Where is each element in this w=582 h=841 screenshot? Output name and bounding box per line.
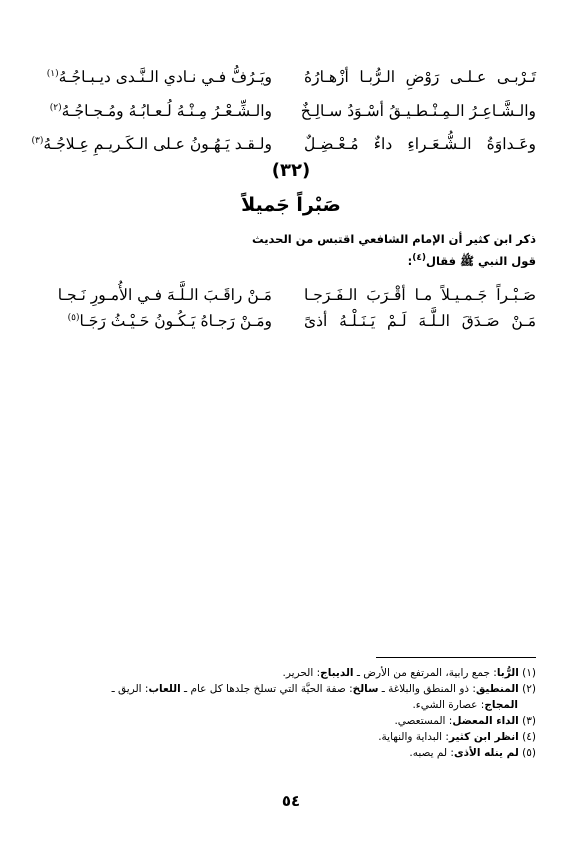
- intro-line: ذكر ابن كثير أن الإمام الشافعي اقتبس من الحديث: [252, 232, 536, 246]
- footnote-term: المجاج: [484, 699, 518, 711]
- verse-second-hemistich: [40, 68, 272, 86]
- footnote-divider: [376, 657, 536, 658]
- footnote-term: اللعاب: [148, 683, 181, 695]
- footnote-text: : لم يصبه.: [409, 747, 454, 759]
- footnote-term: سالخ: [352, 683, 379, 695]
- verse-first-hemistich: صَـبْـراً جَـمـيـلاً مـا أقْـرَبَ الـفَـرَجـا: [304, 286, 536, 304]
- verse-first-hemistich: مَـنْ صَـدَقَ الـلَّـهَ لَـمْ يَـنَـلْـهُ أذىً: [304, 312, 536, 330]
- verse-second-hemistich: [40, 286, 272, 304]
- footnote-marker: (٣): [522, 715, 536, 727]
- footnote-marker: (٥): [522, 747, 536, 759]
- verse-first-hemistich: والـشَّـاعِـرُ الـمِـنْـطـيـقُ أسْـوَدُ سـالِـخٌ: [300, 102, 536, 120]
- footnote-ref: (٢): [49, 102, 62, 113]
- footnote-term: الديباج: [320, 667, 354, 679]
- footnote-term: الداء المعضل: [452, 715, 519, 727]
- intro-text: قول النبي ﷺ فقال: [425, 253, 536, 268]
- footnote-text: : عصارة الشيء.: [412, 699, 485, 711]
- footnote-text: : صفة الحيَّة التي تسلخ جلدها كل عام ـ: [180, 683, 353, 695]
- hemistich-text: مَـنْ راقَـبَ الـلَّـهَ فـي الأُمـورِ نَـجـا: [57, 286, 272, 304]
- verse-row: [31, 129, 536, 159]
- footnote: [31, 665, 536, 681]
- footnote-marker: (١): [522, 667, 536, 679]
- verse-first-hemistich: تَـرْبـى عـلـى رَوْضِ الـرُّبـا أزْهـارُهُ: [304, 68, 536, 86]
- verse-second-hemistich: [40, 102, 272, 120]
- intro-line: [76, 249, 536, 271]
- poem-number: (٣٢): [271, 160, 311, 181]
- footnote: [31, 681, 536, 697]
- footnote-term: المنطيق: [475, 683, 519, 695]
- footnote-marker: (٢): [522, 683, 536, 695]
- verse-second-hemistich: [31, 135, 272, 153]
- footnote-text: : المستعصي.: [394, 715, 453, 727]
- poem-intro: [76, 230, 536, 271]
- hemistich-text: ويَـرُفُّ فـي نـادي الـنَّـدى ديـبـاجُـهُ: [58, 68, 272, 86]
- footnote: [31, 713, 536, 729]
- verse-second-hemistich: [40, 312, 272, 330]
- poem-title: صَبْراً جَميلاً: [241, 194, 341, 216]
- footnote-text: : الحرير.: [282, 667, 321, 679]
- hemistich-text: ومَـنْ رَجـاهُ يَـكُـونُ حَـيْـثُ رَجَـا: [79, 312, 272, 330]
- page-number: ٥٤: [281, 792, 301, 810]
- footnote-ref: (٥): [67, 312, 80, 323]
- intro-colon: :: [407, 253, 413, 268]
- footnote-term: انظر ابن كثير: [448, 731, 519, 743]
- verse-row: [40, 96, 536, 126]
- verse-first-hemistich: وعَـداوَةُ الـشُّـعَـراءِ داءٌ مُـعْـضِـلٌ: [304, 135, 536, 153]
- footnote: [31, 745, 536, 761]
- footnote-text: : جمع رابية، المرتفع من الأرض ـ: [353, 667, 497, 679]
- footnote-text: : البداية والنهاية.: [378, 731, 449, 743]
- hemistich-text: ولـقـد يَـهُـونُ عـلى الـكَـريـمِ عِـلاجُـهُ: [43, 135, 272, 153]
- footnote-continuation: [31, 697, 536, 713]
- footnote-ref: (١): [46, 68, 59, 79]
- footnote-marker: (٤): [522, 731, 536, 743]
- footnote-ref: (٤): [412, 253, 426, 263]
- hemistich-text: والـشِّـعْـرُ مِـنْـهُ لُـعـابُـهُ ومُـجـاجُـهُ: [61, 102, 272, 120]
- footnote-term: الرُّبا: [496, 667, 519, 679]
- footnote-text: : الريق ـ: [111, 683, 149, 695]
- footnote: [31, 729, 536, 745]
- footnotes: [31, 665, 536, 761]
- footnote-ref: (٣): [31, 135, 44, 146]
- footnote-term: لم ينله الأذى: [453, 747, 519, 759]
- verse-row: [40, 306, 536, 336]
- footnote-text: : ذو المنطق والبلاغة ـ: [378, 683, 476, 695]
- verse-row: [40, 62, 536, 92]
